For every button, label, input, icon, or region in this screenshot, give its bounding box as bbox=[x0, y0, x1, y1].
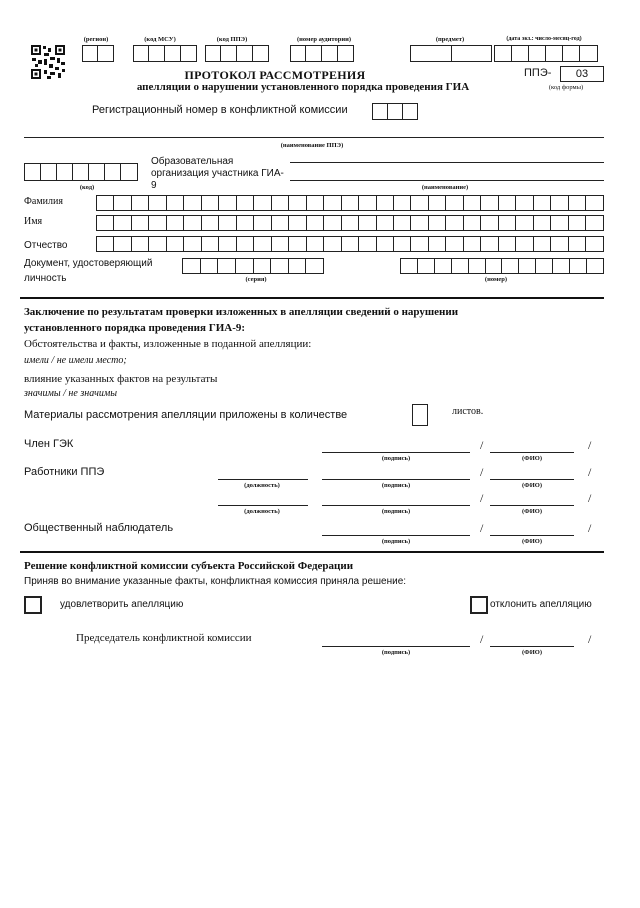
worker2-signature-caption: (подпись) bbox=[381, 508, 411, 515]
decision-heading: Решение конфликтной комиссии субъекта Российской Федерации bbox=[24, 560, 354, 572]
school-name-line-2[interactable] bbox=[290, 180, 604, 181]
letter-cell[interactable] bbox=[515, 236, 533, 252]
letter-cell[interactable] bbox=[271, 236, 289, 252]
worker1-signature-line[interactable] bbox=[322, 479, 470, 480]
worker2-position-caption: (должность) bbox=[244, 508, 280, 515]
form-code-caption: (код формы) bbox=[548, 84, 584, 91]
worker1-fio-line[interactable] bbox=[490, 479, 574, 480]
surname-label: Фамилия bbox=[24, 196, 63, 207]
letter-cell[interactable] bbox=[533, 195, 551, 211]
letter-cell[interactable] bbox=[533, 215, 551, 231]
school-code-cells[interactable] bbox=[24, 163, 142, 181]
letter-cell[interactable] bbox=[323, 236, 341, 252]
letter-cell[interactable] bbox=[533, 236, 551, 252]
letter-cell[interactable] bbox=[96, 236, 114, 252]
letter-cell[interactable] bbox=[306, 195, 324, 211]
letter-cell[interactable] bbox=[271, 215, 289, 231]
letter-cell[interactable] bbox=[498, 195, 516, 211]
document-label: Документ, удостоверяющий личность bbox=[24, 258, 153, 284]
worker2-fio-line[interactable] bbox=[490, 505, 574, 506]
protocol-subtitle: апелляции о нарушении установленного порядка проведения ГИА bbox=[136, 81, 470, 93]
letter-cell[interactable] bbox=[552, 258, 570, 274]
letter-cell[interactable] bbox=[131, 215, 149, 231]
qr-code-icon bbox=[30, 44, 66, 80]
section-divider-1 bbox=[20, 297, 604, 299]
letter-cell[interactable] bbox=[341, 236, 359, 252]
subject-cells[interactable] bbox=[410, 45, 492, 62]
letter-cell[interactable] bbox=[535, 258, 553, 274]
gek-slash-1: / bbox=[480, 438, 484, 452]
letter-cell[interactable] bbox=[428, 195, 446, 211]
name-label: Имя bbox=[24, 216, 43, 227]
influence-options[interactable]: значимы / не значимы bbox=[24, 388, 117, 399]
ppe-workers-label: Работники ППЭ bbox=[24, 466, 105, 478]
patronymic-label: Отчество bbox=[24, 240, 68, 251]
satisfy-checkbox[interactable] bbox=[24, 596, 42, 614]
room-caption: (номер аудитории) bbox=[296, 36, 351, 43]
letter-cell[interactable] bbox=[515, 195, 533, 211]
letter-cell[interactable] bbox=[218, 236, 236, 252]
letter-cell[interactable] bbox=[96, 215, 114, 231]
sheets-label: листов. bbox=[452, 406, 484, 417]
protocol-title: ПРОТОКОЛ РАССМОТРЕНИЯ bbox=[184, 68, 366, 82]
letter-cell[interactable] bbox=[201, 215, 219, 231]
letter-cell[interactable] bbox=[358, 195, 376, 211]
letter-cell[interactable] bbox=[253, 195, 271, 211]
gek-member-label: Член ГЭК bbox=[24, 438, 74, 450]
school-name-line-1[interactable] bbox=[290, 162, 604, 163]
letter-cell[interactable] bbox=[358, 236, 376, 252]
gek-signature-caption: (подпись) bbox=[381, 455, 411, 462]
name-cells[interactable] bbox=[96, 215, 604, 231]
decision-intro: Приняв во внимание указанные факты, конфликтная комиссия приняла решение: bbox=[24, 576, 407, 587]
school-code-caption: (код) bbox=[79, 184, 95, 191]
worker1-slash-2: / bbox=[588, 465, 592, 479]
letter-cell[interactable] bbox=[434, 258, 452, 274]
facts-label: Обстоятельства и факты, изложенные в поданной апелляции: bbox=[24, 338, 312, 350]
letter-cell[interactable] bbox=[271, 195, 289, 211]
letter-cell[interactable] bbox=[131, 195, 149, 211]
letter-cell[interactable] bbox=[236, 195, 254, 211]
gek-signature-line[interactable] bbox=[322, 452, 470, 453]
worker2-slash-2: / bbox=[588, 491, 592, 505]
ppe-name-caption: (наименование ППЭ) bbox=[280, 142, 344, 149]
letter-cell[interactable] bbox=[463, 236, 481, 252]
chairman-fio-caption: (ФИО) bbox=[521, 649, 543, 656]
letter-cell[interactable] bbox=[358, 215, 376, 231]
letter-cell[interactable] bbox=[183, 195, 201, 211]
chairman-fio-line[interactable] bbox=[490, 646, 574, 647]
letter-cell[interactable] bbox=[376, 236, 394, 252]
letter-cell[interactable] bbox=[410, 195, 428, 211]
letter-cell[interactable] bbox=[200, 258, 219, 274]
worker2-signature-line[interactable] bbox=[322, 505, 470, 506]
chairman-signature-caption: (подпись) bbox=[381, 649, 411, 656]
worker1-position-caption: (должность) bbox=[244, 482, 280, 489]
letter-cell[interactable] bbox=[166, 195, 184, 211]
letter-cell[interactable] bbox=[253, 215, 271, 231]
letter-cell[interactable] bbox=[393, 236, 411, 252]
letter-cell[interactable] bbox=[182, 258, 201, 274]
letter-cell[interactable] bbox=[217, 258, 236, 274]
worker2-fio-caption: (ФИО) bbox=[521, 508, 543, 515]
letter-cell[interactable] bbox=[568, 215, 586, 231]
subject-caption: (предмет) bbox=[435, 36, 465, 43]
letter-cell[interactable] bbox=[485, 258, 503, 274]
letter-cell[interactable] bbox=[417, 258, 435, 274]
observer-label: Общественный наблюдатель bbox=[24, 522, 174, 534]
letter-cell[interactable] bbox=[305, 258, 324, 274]
document-series-cells[interactable] bbox=[182, 258, 324, 274]
letter-cell[interactable] bbox=[166, 236, 184, 252]
letter-cell[interactable] bbox=[236, 215, 254, 231]
letter-cell[interactable] bbox=[218, 215, 236, 231]
letter-cell[interactable] bbox=[585, 236, 603, 252]
letter-cell[interactable] bbox=[393, 215, 411, 231]
form-code: 03 bbox=[560, 66, 604, 82]
letter-cell[interactable] bbox=[148, 195, 166, 211]
worker1-fio-caption: (ФИО) bbox=[521, 482, 543, 489]
letter-cell[interactable] bbox=[585, 215, 603, 231]
observer-fio-line[interactable] bbox=[490, 535, 574, 536]
letter-cell[interactable] bbox=[341, 215, 359, 231]
letter-cell[interactable] bbox=[253, 258, 272, 274]
letter-cell[interactable] bbox=[201, 195, 219, 211]
letter-cell[interactable] bbox=[451, 258, 469, 274]
letter-cell[interactable] bbox=[518, 258, 536, 274]
letter-cell[interactable] bbox=[218, 195, 236, 211]
region-caption: (регион) bbox=[83, 36, 109, 43]
letter-cell[interactable] bbox=[288, 215, 306, 231]
letter-cell[interactable] bbox=[585, 195, 603, 211]
materials-label: Материалы рассмотрения апелляции приложены в количестве bbox=[24, 409, 348, 421]
series-caption: (серия) bbox=[245, 276, 267, 283]
observer-fio-caption: (ФИО) bbox=[521, 538, 543, 545]
letter-cell[interactable] bbox=[410, 236, 428, 252]
letter-cell[interactable] bbox=[498, 215, 516, 231]
date-caption: (дата экз.: число-месяц-год) bbox=[506, 36, 582, 42]
letter-cell[interactable] bbox=[113, 236, 131, 252]
letter-cell[interactable] bbox=[568, 236, 586, 252]
document-number-cells[interactable] bbox=[400, 258, 604, 274]
msu-cells[interactable] bbox=[133, 45, 197, 62]
letter-cell[interactable] bbox=[376, 195, 394, 211]
chairman-slash-2: / bbox=[588, 632, 592, 646]
letter-cell[interactable] bbox=[201, 236, 219, 252]
letter-cell[interactable] bbox=[393, 195, 411, 211]
room-cells[interactable] bbox=[290, 45, 354, 62]
conclusion-heading: Заключение по результатам проверки изложенных в апелляции сведений о нарушении установленного порядка проведения ГИА-9: bbox=[24, 306, 459, 334]
observer-signature-line[interactable] bbox=[322, 535, 470, 536]
letter-cell[interactable] bbox=[428, 215, 446, 231]
letter-cell[interactable] bbox=[463, 195, 481, 211]
letter-cell[interactable] bbox=[468, 258, 486, 274]
chairman-label: Председатель конфликтной комиссии bbox=[76, 632, 252, 644]
letter-cell[interactable] bbox=[445, 236, 463, 252]
chairman-signature-line[interactable] bbox=[322, 646, 470, 647]
letter-cell[interactable] bbox=[323, 215, 341, 231]
letter-cell[interactable] bbox=[550, 236, 568, 252]
letter-cell[interactable] bbox=[341, 195, 359, 211]
ppe-name-line[interactable] bbox=[24, 137, 604, 138]
letter-cell[interactable] bbox=[480, 215, 498, 231]
region-cells[interactable] bbox=[82, 45, 114, 62]
letter-cell[interactable] bbox=[166, 215, 184, 231]
letter-cell[interactable] bbox=[480, 236, 498, 252]
ppe-code-cells[interactable] bbox=[205, 45, 269, 62]
worker2-position-line[interactable] bbox=[218, 505, 308, 506]
letter-cell[interactable] bbox=[288, 258, 307, 274]
registration-label: Регистрационный номер в конфликтной комиссии bbox=[92, 104, 348, 116]
letter-cell[interactable] bbox=[569, 258, 587, 274]
letter-cell[interactable] bbox=[306, 236, 324, 252]
observer-slash-2: / bbox=[588, 521, 592, 535]
observer-slash-1: / bbox=[480, 521, 484, 535]
gek-fio-line[interactable] bbox=[490, 452, 574, 453]
letter-cell[interactable] bbox=[148, 236, 166, 252]
reject-checkbox[interactable] bbox=[470, 596, 488, 614]
letter-cell[interactable] bbox=[288, 236, 306, 252]
letter-cell[interactable] bbox=[183, 215, 201, 231]
number-caption: (номер) bbox=[484, 276, 508, 283]
gek-fio-caption: (ФИО) bbox=[521, 455, 543, 462]
reject-label: отклонить апелляцию bbox=[490, 599, 592, 610]
letter-cell[interactable] bbox=[501, 258, 519, 274]
letter-cell[interactable] bbox=[288, 195, 306, 211]
satisfy-label: удовлетворить апелляцию bbox=[60, 599, 184, 610]
letter-cell[interactable] bbox=[445, 215, 463, 231]
letter-cell[interactable] bbox=[131, 236, 149, 252]
letter-cell[interactable] bbox=[515, 215, 533, 231]
chairman-slash-1: / bbox=[480, 632, 484, 646]
patronymic-cells[interactable] bbox=[96, 236, 604, 252]
letter-cell[interactable] bbox=[96, 195, 114, 211]
letter-cell[interactable] bbox=[253, 236, 271, 252]
registration-cells[interactable] bbox=[372, 103, 418, 120]
letter-cell[interactable] bbox=[113, 195, 131, 211]
surname-cells[interactable] bbox=[96, 195, 604, 211]
letter-cell[interactable] bbox=[323, 195, 341, 211]
facts-options[interactable]: имели / не имели место; bbox=[24, 355, 127, 366]
letter-cell[interactable] bbox=[586, 258, 604, 274]
influence-label: влияние указанных фактов на результаты bbox=[24, 373, 218, 385]
materials-count-box[interactable] bbox=[412, 404, 428, 426]
school-name-caption: (наименование) bbox=[421, 184, 469, 191]
worker1-position-line[interactable] bbox=[218, 479, 308, 480]
observer-signature-caption: (подпись) bbox=[381, 538, 411, 545]
letter-cell[interactable] bbox=[445, 195, 463, 211]
letter-cell[interactable] bbox=[148, 215, 166, 231]
worker1-signature-caption: (подпись) bbox=[381, 482, 411, 489]
letter-cell[interactable] bbox=[270, 258, 289, 274]
date-cells[interactable] bbox=[494, 45, 600, 62]
letter-cell[interactable] bbox=[410, 215, 428, 231]
section-divider-2 bbox=[20, 551, 604, 553]
worker2-slash-1: / bbox=[480, 491, 484, 505]
letter-cell[interactable] bbox=[550, 195, 568, 211]
letter-cell[interactable] bbox=[428, 236, 446, 252]
letter-cell[interactable] bbox=[376, 215, 394, 231]
msu-caption: (код МСУ) bbox=[144, 36, 176, 43]
letter-cell[interactable] bbox=[498, 236, 516, 252]
gek-slash-2: / bbox=[588, 438, 592, 452]
letter-cell[interactable] bbox=[550, 215, 568, 231]
letter-cell[interactable] bbox=[400, 258, 418, 274]
school-label: Образовательная организация участника ГИА- 9 bbox=[151, 156, 284, 191]
letter-cell[interactable] bbox=[568, 195, 586, 211]
ppe-code-caption: (код ППЭ) bbox=[216, 36, 248, 43]
letter-cell[interactable] bbox=[463, 215, 481, 231]
letter-cell[interactable] bbox=[113, 215, 131, 231]
letter-cell[interactable] bbox=[235, 258, 254, 274]
letter-cell[interactable] bbox=[306, 215, 324, 231]
letter-cell[interactable] bbox=[480, 195, 498, 211]
letter-cell[interactable] bbox=[183, 236, 201, 252]
letter-cell[interactable] bbox=[236, 236, 254, 252]
worker1-slash-1: / bbox=[480, 465, 484, 479]
form-prefix: ППЭ- bbox=[524, 67, 552, 79]
